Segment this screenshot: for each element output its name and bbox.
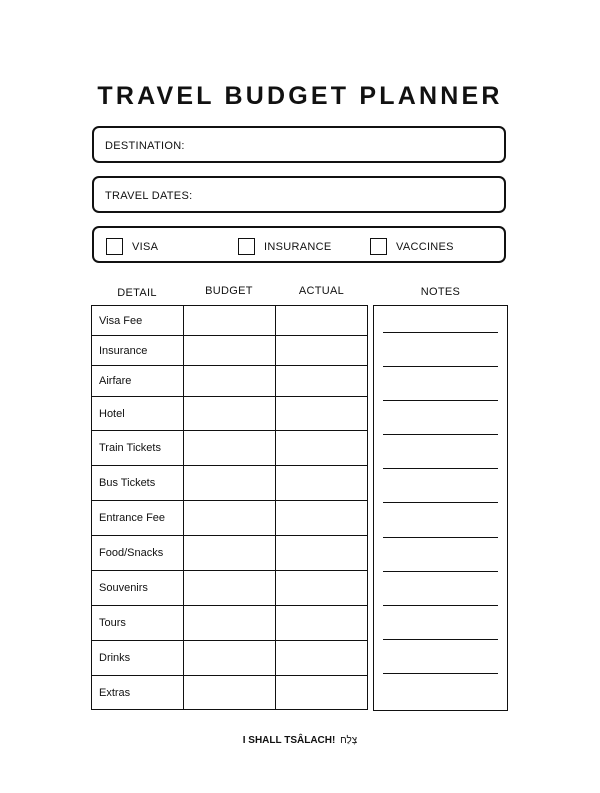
table-row	[92, 641, 368, 676]
visa-checkbox[interactable]	[106, 238, 123, 255]
table-row	[92, 366, 368, 397]
destination-label: DESTINATION:	[105, 140, 185, 152]
footer-hebrew-text: צָלַח	[340, 735, 358, 746]
budget-cell[interactable]	[183, 466, 275, 501]
vaccines-check-item[interactable]	[370, 237, 454, 256]
detail-cell: Entrance Fee	[92, 501, 184, 536]
table-row	[92, 571, 368, 606]
actual-cell[interactable]	[275, 466, 367, 501]
insurance-check-label: INSURANCE	[264, 240, 332, 253]
detail-cell: Bus Tickets	[92, 466, 184, 501]
budget-cell[interactable]	[183, 397, 275, 431]
note-line	[383, 400, 498, 401]
detail-cell: Insurance	[92, 336, 184, 366]
budget-cell[interactable]	[183, 501, 275, 536]
note-line	[383, 673, 498, 674]
detail-cell: Tours	[92, 606, 184, 641]
notes-box[interactable]	[373, 305, 508, 711]
note-line	[383, 605, 498, 606]
actual-cell[interactable]	[275, 431, 367, 466]
note-line	[383, 571, 498, 572]
actual-cell[interactable]	[275, 641, 367, 676]
budget-column-header: BUDGET	[205, 285, 253, 297]
actual-cell[interactable]	[275, 536, 367, 571]
budget-cell[interactable]	[183, 641, 275, 676]
actual-cell[interactable]	[275, 366, 367, 397]
destination-field[interactable]	[92, 126, 506, 163]
travel-dates-field[interactable]	[92, 176, 506, 213]
insurance-check-item[interactable]	[238, 237, 332, 256]
page-title: TRAVEL BUDGET PLANNER	[97, 82, 503, 110]
actual-cell[interactable]	[275, 571, 367, 606]
insurance-checkbox[interactable]	[238, 238, 255, 255]
visa-check-item[interactable]	[106, 237, 158, 256]
detail-cell: Airfare	[92, 366, 184, 397]
budget-cell[interactable]	[183, 431, 275, 466]
table-row	[92, 606, 368, 641]
detail-column-header: DETAIL	[117, 287, 157, 299]
detail-cell: Hotel	[92, 397, 184, 431]
table-row	[92, 536, 368, 571]
detail-cell: Train Tickets	[92, 431, 184, 466]
checklist-box	[92, 226, 506, 263]
table-row	[92, 431, 368, 466]
detail-cell: Visa Fee	[92, 306, 184, 336]
detail-cell: Extras	[92, 676, 184, 710]
actual-cell[interactable]	[275, 397, 367, 431]
budget-cell[interactable]	[183, 676, 275, 710]
budget-cell[interactable]	[183, 606, 275, 641]
note-line	[383, 366, 498, 367]
budget-cell[interactable]	[183, 571, 275, 606]
budget-table	[91, 305, 368, 710]
budget-cell[interactable]	[183, 336, 275, 366]
actual-cell[interactable]	[275, 501, 367, 536]
note-line	[383, 537, 498, 538]
table-row	[92, 336, 368, 366]
table-row	[92, 501, 368, 536]
travel-dates-label: TRAVEL DATES:	[105, 190, 193, 202]
actual-cell[interactable]	[275, 306, 367, 336]
note-line	[383, 332, 498, 333]
table-row	[92, 466, 368, 501]
note-line	[383, 639, 498, 640]
table-row	[92, 306, 368, 336]
note-line	[383, 502, 498, 503]
visa-check-label: VISA	[132, 240, 159, 253]
table-row	[92, 397, 368, 431]
actual-column-header: ACTUAL	[298, 285, 345, 297]
note-line	[383, 468, 498, 469]
actual-cell[interactable]	[275, 336, 367, 366]
footer-brand	[0, 735, 600, 746]
actual-cell[interactable]	[275, 676, 367, 710]
detail-cell: Souvenirs	[92, 571, 184, 606]
actual-cell[interactable]	[275, 606, 367, 641]
table-row	[92, 676, 368, 710]
vaccines-check-label: VACCINES	[396, 240, 454, 253]
budget-cell[interactable]	[183, 366, 275, 397]
budget-cell[interactable]	[183, 536, 275, 571]
vaccines-checkbox[interactable]	[370, 238, 387, 255]
notes-column-header: NOTES	[420, 286, 461, 298]
footer-brand-text: I SHALL TSÂLACH!	[242, 735, 336, 746]
budget-cell[interactable]	[183, 306, 275, 336]
detail-cell: Drinks	[92, 641, 184, 676]
detail-cell: Food/Snacks	[92, 536, 184, 571]
note-line	[383, 434, 498, 435]
